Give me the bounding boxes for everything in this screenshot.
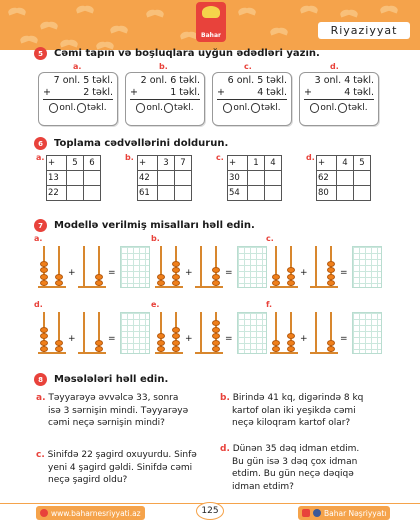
row-head-cell: 30 <box>228 171 248 186</box>
abacus-bead <box>157 333 165 339</box>
exercise-letter: c. <box>266 234 274 243</box>
bird-decoration-icon <box>270 26 288 36</box>
tens-label: onl. <box>146 103 163 113</box>
answer-grid[interactable] <box>237 246 267 288</box>
plus-sign: + <box>300 334 308 344</box>
bird-decoration-icon <box>76 4 94 14</box>
abacus-bead <box>287 280 295 286</box>
table-letter: d. <box>306 153 315 162</box>
plus-sign: + <box>130 87 138 98</box>
answer-cell[interactable] <box>354 186 371 201</box>
row-head-cell: 13 <box>47 171 67 186</box>
plus-sign: + <box>185 334 193 344</box>
logo-text: Bahar <box>201 32 221 39</box>
answer-cell[interactable] <box>84 186 101 201</box>
problem-line: neçə şagird oldu? <box>48 475 128 485</box>
exercise-letter: d. <box>34 300 43 309</box>
plus-sign: + <box>43 87 51 98</box>
website-link[interactable] <box>36 506 145 520</box>
abacus-bead <box>172 333 180 339</box>
table-letter: b. <box>125 153 134 162</box>
abacus-model <box>38 246 66 288</box>
abacus-bead <box>157 274 165 280</box>
abacus-bead <box>287 274 295 280</box>
abacus-model <box>155 312 183 354</box>
abacus-bead <box>327 280 335 286</box>
section-number: 8 <box>34 373 47 386</box>
addend-bottom: 2 təkl. <box>83 87 113 98</box>
abacus-rod <box>83 312 85 354</box>
problem-line: Dünən 35 dəq idman etdim. <box>232 444 360 454</box>
answer-cell[interactable] <box>248 171 265 186</box>
abacus-bead <box>172 327 180 333</box>
section-number: 7 <box>34 219 47 232</box>
exercise-letter: f. <box>266 300 273 309</box>
problem-line: neçə kiloqram kartof olar? <box>232 418 351 428</box>
section-title: Modellə verilmiş misalları həll edin. <box>54 220 255 231</box>
table-letter: a. <box>36 153 45 162</box>
publisher-social[interactable] <box>298 506 390 520</box>
bird-decoration-icon <box>238 6 256 16</box>
answer-grid[interactable] <box>352 312 382 354</box>
abacus-bead <box>212 333 220 339</box>
ones-label: təkl. <box>86 103 107 113</box>
word-problem <box>220 443 359 493</box>
answer-cell[interactable] <box>248 186 265 201</box>
subject-tag: Riyaziyyat <box>318 22 410 39</box>
plus-sign: + <box>217 87 225 98</box>
addend-top: 6 onl. 5 təkl. <box>227 75 287 86</box>
answer-blank[interactable] <box>310 103 319 113</box>
abacus-bead <box>157 346 165 352</box>
problem-line: idman etdim? <box>232 481 294 492</box>
abacus-bead <box>172 267 180 273</box>
answer-grid[interactable] <box>120 246 150 288</box>
answer-blank[interactable] <box>223 103 232 113</box>
header-cell: 5 <box>67 156 84 171</box>
answer-cell[interactable] <box>337 171 354 186</box>
problem-letter: d. <box>220 444 230 454</box>
addend-bottom: 4 təkl. <box>257 87 287 98</box>
item-letter: c. <box>244 62 252 71</box>
abacus-bead <box>327 340 335 346</box>
place-value-card <box>212 72 292 126</box>
abacus-bead <box>212 267 220 273</box>
abacus-model <box>270 312 298 354</box>
equals-sign: = <box>108 334 116 344</box>
addend-bottom: 1 təkl. <box>170 87 200 98</box>
abacus-model <box>195 312 223 354</box>
bird-decoration-icon <box>40 20 58 30</box>
row-head-cell: 62 <box>317 171 337 186</box>
section-8-heading <box>34 373 168 386</box>
bird-decoration-icon <box>110 24 128 34</box>
item-letter: a. <box>73 62 82 71</box>
abacus-bead <box>40 274 48 280</box>
answer-blank[interactable] <box>77 103 86 113</box>
answer-cell[interactable] <box>265 186 282 201</box>
table-letter: c. <box>216 153 224 162</box>
header-cell: 4 <box>337 156 354 171</box>
globe-icon <box>40 509 48 517</box>
item-letter: b. <box>159 62 168 71</box>
bird-decoration-icon <box>146 8 164 18</box>
abacus-bead <box>40 267 48 273</box>
abacus-model <box>270 246 298 288</box>
abacus-bead <box>212 320 220 326</box>
answer-cell[interactable] <box>354 171 371 186</box>
abacus-bead <box>40 333 48 339</box>
problem-line: yeni 4 şagird gəldi. Sinifdə cəmi <box>48 462 193 473</box>
abacus-bead <box>40 346 48 352</box>
abacus-bead <box>40 340 48 346</box>
abacus-bead <box>40 280 48 286</box>
addend-bottom: 4 təkl. <box>344 87 374 98</box>
answer-grid[interactable] <box>352 246 382 288</box>
abacus-bead <box>212 274 220 280</box>
abacus-rod <box>200 246 202 288</box>
ones-label: təkl. <box>347 103 368 113</box>
answer-cell[interactable] <box>67 171 84 186</box>
row-head-cell: 42 <box>138 171 158 186</box>
bird-decoration-icon <box>380 4 398 14</box>
plus-sign: + <box>68 334 76 344</box>
header-cell: 6 <box>84 156 101 171</box>
problem-line: isə 3 sərnişin mindi. Təyyarəyə <box>48 405 189 416</box>
abacus-rod <box>83 246 85 288</box>
exercise-letter: b. <box>151 234 160 243</box>
word-problem <box>36 449 197 487</box>
answer-cell[interactable] <box>175 186 192 201</box>
equals-sign: = <box>225 268 233 278</box>
answer-grid[interactable] <box>237 312 267 354</box>
abacus-bead <box>55 280 63 286</box>
section-5-heading <box>34 47 320 60</box>
section-title: Cəmi tapın və boşluqlara uyğun ədədləri yazın. <box>54 48 320 59</box>
header-cell: 7 <box>175 156 192 171</box>
answer-blank[interactable] <box>251 103 260 113</box>
item-letter: d. <box>330 62 339 71</box>
answer-cell[interactable] <box>158 186 175 201</box>
abacus-bead <box>287 340 295 346</box>
equals-sign: = <box>225 334 233 344</box>
section-number: 5 <box>34 47 47 60</box>
addend-top: 2 onl. 6 təkl. <box>140 75 200 86</box>
abacus-bead <box>212 340 220 346</box>
abacus-bead <box>212 327 220 333</box>
abacus-bead <box>272 274 280 280</box>
bird-decoration-icon <box>340 8 358 18</box>
header-cell: 4 <box>265 156 282 171</box>
bird-decoration-icon <box>8 6 26 16</box>
equals-sign: = <box>340 334 348 344</box>
plus-sign: + <box>68 268 76 278</box>
answer-cell[interactable] <box>265 171 282 186</box>
plus-sign: + <box>185 268 193 278</box>
publisher-logo <box>196 2 226 42</box>
equals-sign: = <box>108 268 116 278</box>
answer-cell[interactable] <box>337 186 354 201</box>
header-cell: 3 <box>158 156 175 171</box>
addition-table <box>137 155 192 201</box>
row-head-cell: 80 <box>317 186 337 201</box>
header-cell: 5 <box>354 156 371 171</box>
abacus-bead <box>287 267 295 273</box>
section-title: Toplama cədvəllərini doldurun. <box>54 138 229 149</box>
word-problem <box>36 392 188 430</box>
place-value-card <box>299 72 379 126</box>
problem-line: Birində 41 kq, digərində 8 kq <box>232 393 364 403</box>
website-text: www.baharnesriyyati.az <box>51 508 141 518</box>
plus-sign: + <box>304 87 312 98</box>
abacus-model <box>78 246 106 288</box>
section-number: 6 <box>34 137 47 150</box>
addition-table <box>227 155 282 201</box>
op-cell: + <box>317 156 337 171</box>
page-number: 125 <box>196 502 224 520</box>
ones-label: təkl. <box>260 103 281 113</box>
exercise-letter: e. <box>151 300 160 309</box>
row-head-cell: 22 <box>47 186 67 201</box>
abacus-bead <box>95 280 103 286</box>
problem-line: kartof olan iki yeşikdə cəmi <box>232 405 356 416</box>
abacus-bead <box>272 346 280 352</box>
answer-blank[interactable] <box>164 103 173 113</box>
tens-label: onl. <box>59 103 76 113</box>
instagram-icon <box>302 509 310 517</box>
problem-letter: a. <box>36 393 46 403</box>
abacus-bead <box>272 340 280 346</box>
abacus-bead <box>40 261 48 267</box>
abacus-bead <box>55 340 63 346</box>
header-band <box>0 0 420 50</box>
abacus-bead <box>327 261 335 267</box>
abacus-rod <box>315 312 317 354</box>
abacus-bead <box>157 280 165 286</box>
addend-top: 3 onl. 4 təkl. <box>314 75 374 86</box>
answer-blank[interactable] <box>136 103 145 113</box>
ones-label: təkl. <box>173 103 194 113</box>
exercise-letter: a. <box>34 234 43 243</box>
word-problem <box>220 392 363 430</box>
abacus-model <box>195 246 223 288</box>
tens-label: onl. <box>233 103 250 113</box>
abacus-bead <box>172 346 180 352</box>
plus-sign: + <box>300 268 308 278</box>
addend-top: 7 onl. 5 təkl. <box>53 75 113 86</box>
problem-line: etdim. Bu gün neçə dəqiqə <box>232 469 354 479</box>
publisher-name: Bahar Nəşriyyatı <box>324 508 387 518</box>
abacus-rod <box>200 312 202 354</box>
addition-table <box>46 155 101 201</box>
abacus-bead <box>95 346 103 352</box>
section-7-heading <box>34 219 255 232</box>
abacus-model <box>38 312 66 354</box>
abacus-bead <box>172 280 180 286</box>
abacus-bead <box>55 346 63 352</box>
abacus-bead <box>327 346 335 352</box>
op-cell: + <box>138 156 158 171</box>
addition-table <box>316 155 371 201</box>
bird-decoration-icon <box>300 4 318 14</box>
op-cell: + <box>228 156 248 171</box>
abacus-model <box>78 312 106 354</box>
abacus-model <box>310 312 338 354</box>
abacus-bead <box>157 340 165 346</box>
tens-label: onl. <box>320 103 337 113</box>
answer-cell[interactable] <box>158 171 175 186</box>
answer-cell[interactable] <box>84 171 101 186</box>
problem-line: cəmi neçə sərnişin mindi? <box>48 418 165 428</box>
answer-cell[interactable] <box>175 171 192 186</box>
abacus-bead <box>287 346 295 352</box>
place-value-card <box>38 72 118 126</box>
equals-sign: = <box>340 268 348 278</box>
problem-line: Təyyarəyə əvvəlcə 33, sonra <box>48 393 179 403</box>
header-cell: 1 <box>248 156 265 171</box>
row-head-cell: 61 <box>138 186 158 201</box>
problem-line: Sinifdə 22 şagird oxuyurdu. Sinfə <box>47 450 197 460</box>
abacus-bead <box>40 327 48 333</box>
place-value-card <box>125 72 205 126</box>
op-cell: + <box>47 156 67 171</box>
section-title: Məsələləri həll edin. <box>54 374 169 385</box>
abacus-bead <box>172 340 180 346</box>
abacus-bead <box>95 274 103 280</box>
section-6-heading <box>34 137 228 150</box>
facebook-icon <box>313 509 321 517</box>
abacus-bead <box>272 280 280 286</box>
abacus-bead <box>212 280 220 286</box>
abacus-model <box>310 246 338 288</box>
answer-cell[interactable] <box>67 186 84 201</box>
abacus-bead <box>287 333 295 339</box>
bird-decoration-icon <box>20 34 38 44</box>
abacus-bead <box>212 346 220 352</box>
abacus-bead <box>327 267 335 273</box>
abacus-bead <box>172 261 180 267</box>
problem-letter: c. <box>36 450 45 460</box>
problem-letter: b. <box>220 393 230 403</box>
abacus-model <box>155 246 183 288</box>
abacus-bead <box>55 274 63 280</box>
answer-grid[interactable] <box>120 312 150 354</box>
abacus-bead <box>172 274 180 280</box>
abacus-bead <box>95 340 103 346</box>
abacus-rod <box>315 246 317 288</box>
answer-blank[interactable] <box>49 103 58 113</box>
row-head-cell: 54 <box>228 186 248 201</box>
problem-line: Bu gün isə 3 dəq çox idman <box>232 456 358 467</box>
answer-blank[interactable] <box>338 103 347 113</box>
abacus-bead <box>327 274 335 280</box>
